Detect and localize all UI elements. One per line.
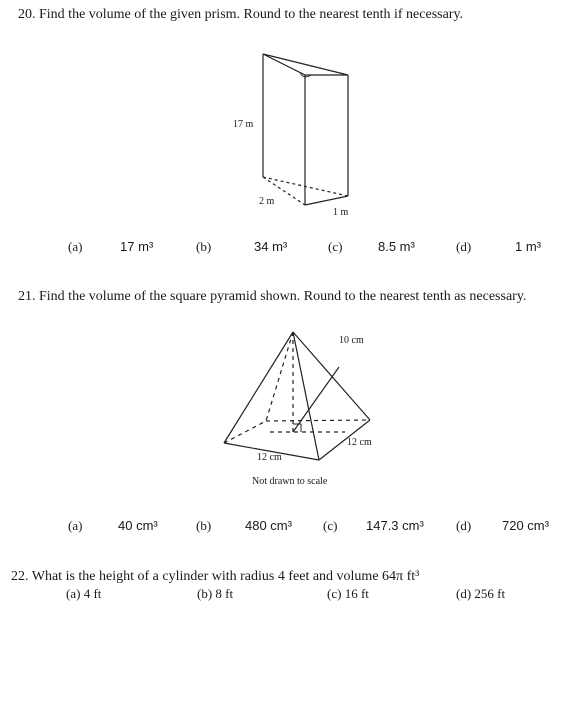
q21-b-letter: (b) [196, 518, 212, 533]
q20-b-value: 34 m³ [254, 239, 288, 254]
prism-side-label: 1 m [333, 207, 349, 218]
q22-d [456, 586, 505, 602]
q22-c [327, 586, 369, 602]
q22-b-value: 8 ft [215, 586, 234, 601]
q21-text: 21. Find the volume of the square pyramid shown. Round to the nearest tenth as necessary. [18, 289, 527, 304]
q21-a-letter: (a) [68, 518, 83, 533]
q22-a-letter: (a) [66, 586, 81, 601]
q22-a [66, 586, 101, 602]
pyramid-bottom-label: 12 cm [257, 452, 282, 463]
q20-a-letter: (a) [68, 239, 83, 254]
q20-d-letter: (d) [456, 239, 472, 254]
q22-d-letter: (d) [456, 586, 472, 601]
pyramid-slant-label: 10 cm [339, 335, 364, 346]
q20-b-letter: (b) [196, 239, 212, 254]
q21-a-value: 40 cm³ [118, 518, 158, 533]
q20-c-letter: (c) [328, 239, 343, 254]
q20-d-value: 1 m³ [515, 239, 541, 254]
q20-text: 20. Find the volume of the given prism. Round to the nearest tenth if necessary. [18, 7, 464, 22]
q21-c-letter: (c) [323, 518, 338, 533]
q22-b-letter: (b) [197, 586, 213, 601]
q22-a-value: 4 ft [83, 586, 102, 601]
q21-c-value: 147.3 cm³ [366, 518, 424, 533]
q22-b [197, 586, 233, 602]
prism-base-label: 2 m [259, 196, 275, 207]
q21-b-value: 480 cm³ [245, 518, 292, 533]
q20-c-value: 8.5 m³ [378, 239, 415, 254]
q22-c-value: 16 ft [344, 586, 369, 601]
q21-d-letter: (d) [456, 518, 472, 533]
q22-c-letter: (c) [327, 586, 342, 601]
pyramid-right-label: 12 cm [347, 437, 372, 448]
q21-d-value: 720 cm³ [502, 518, 549, 533]
prism-height-label: 17 m [233, 119, 254, 130]
q20-a-value: 17 m³ [120, 239, 154, 254]
scale-note: Not drawn to scale [252, 476, 328, 487]
q22-d-value: 256 ft [474, 586, 506, 601]
q22-text: 22. What is the height of a cylinder with radius 4 feet and volume 64π ft³ [11, 569, 420, 584]
